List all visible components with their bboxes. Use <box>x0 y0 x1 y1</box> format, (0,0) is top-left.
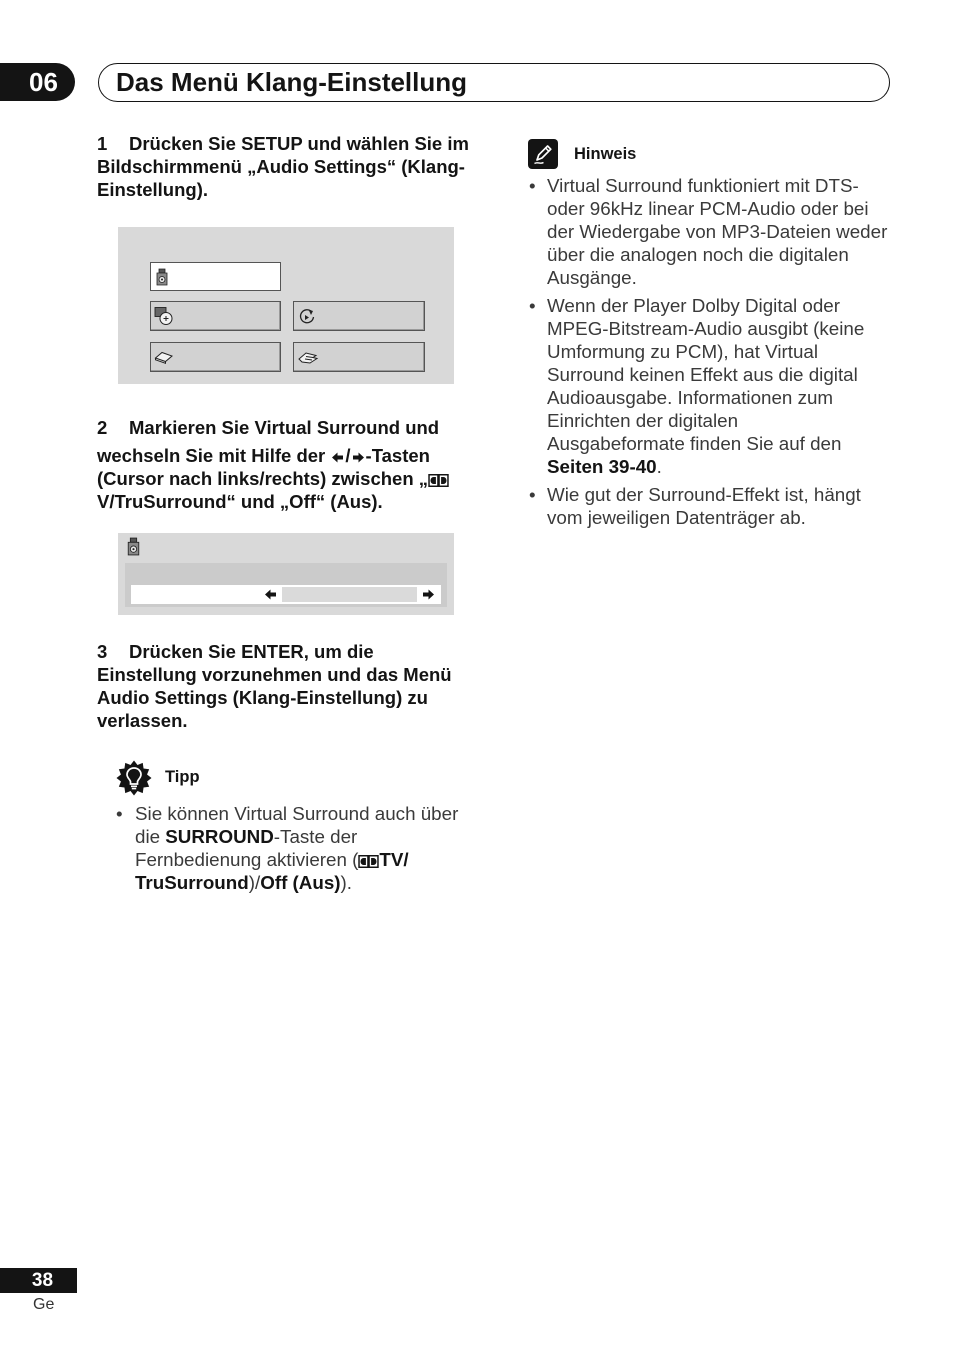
menu-item-audio-settings <box>150 262 281 291</box>
chapter-title-frame <box>98 63 890 102</box>
menu-item-initial-settings <box>293 342 425 372</box>
key-separator: / <box>345 445 351 466</box>
step-text: Einstellung). <box>97 179 208 200</box>
step-number: 1 <box>97 133 108 154</box>
disc-navigator-icon <box>154 347 174 367</box>
step-text: Bildschirmmenü „Audio Settings“ (Klang- <box>97 156 465 177</box>
note-line: MPEG-Bitstream-Audio ausgibt (keine <box>547 318 865 339</box>
note-line: Wie gut der Surround-Effekt ist, hängt <box>547 484 861 505</box>
page-title: Das Menü Klang-Einstellung <box>116 67 468 97</box>
tip-text-run: die <box>135 826 166 847</box>
step-2-line-2 <box>97 444 449 467</box>
step-1 <box>97 132 469 201</box>
bullet-symbol: • <box>116 803 123 824</box>
tip-bold-run: Off (Aus) <box>260 872 341 893</box>
bullet-symbol: • <box>529 484 536 505</box>
note-line: über die analogen noch die digitalen <box>547 244 849 265</box>
note-line: Ausgänge. <box>547 267 637 288</box>
note-text <box>547 483 861 529</box>
note-line: oder 96kHz linear PCM-Audio oder bei <box>547 198 869 219</box>
note-text-run: . <box>656 456 662 477</box>
note-list-item <box>529 174 887 289</box>
tip-line <box>135 848 458 871</box>
setting-value-box <box>282 587 417 602</box>
note-line: Wenn der Player Dolby Digital oder <box>547 295 840 316</box>
note-line: Audioausgabe. Informationen zum <box>547 387 834 408</box>
note-heading: Hinweis <box>574 145 637 163</box>
language-code: Ge <box>33 1296 55 1313</box>
tip-line <box>135 825 458 848</box>
step-number: 2 <box>97 417 108 438</box>
settings-panel <box>125 563 447 607</box>
play-mode-icon <box>297 306 317 326</box>
step-text: verlassen. <box>97 710 188 731</box>
right-arrow-icon <box>353 452 364 463</box>
step-2 <box>97 416 449 513</box>
tip-text-run: -Taste der <box>273 826 358 847</box>
menu-item-disc-navigator <box>150 342 281 372</box>
dolby-double-d-icon <box>428 474 449 487</box>
step-text: Markieren Sie Virtual Surround und <box>129 417 440 438</box>
tip-text-run: ). <box>340 872 353 893</box>
menu-item-play-mode <box>293 301 425 331</box>
tip-text <box>135 802 458 894</box>
audio-settings-icon <box>125 537 142 556</box>
chapter-number-badge: 06 <box>0 63 75 101</box>
virtual-surround-setting-row <box>131 585 441 604</box>
step-text: (Cursor nach links/rechts) zwischen „ <box>97 468 429 489</box>
tip-line: Sie können Virtual Surround auch über <box>135 803 459 824</box>
right-arrow-icon <box>423 589 434 600</box>
page-number: 38 <box>0 1268 77 1293</box>
bullet-symbol: • <box>529 175 536 196</box>
step-number: 3 <box>97 641 108 662</box>
note-line: Surround keinen Effekt aus die digital <box>547 364 858 385</box>
note-line: der Wiedergabe von MP3-Dateien weder <box>547 221 888 242</box>
bullet-symbol: • <box>529 295 536 316</box>
audio-settings-icon <box>154 268 170 286</box>
note-line: Virtual Surround funktioniert mit DTS- <box>547 175 859 196</box>
step-2-line-3 <box>97 467 449 490</box>
menu-item-video-adjust <box>150 301 281 331</box>
step-text: -Tasten <box>365 445 430 466</box>
note-list-item <box>529 294 864 478</box>
step-text: wechseln Sie mit Hilfe der <box>97 445 331 466</box>
left-arrow-icon <box>265 589 276 600</box>
note-line <box>547 455 864 478</box>
step-text: V/TruSurround“ und „Off“ (Aus). <box>97 491 383 512</box>
surround-key-name: SURROUND <box>165 826 274 847</box>
tip-text-run: Fernbedienung aktivieren ( <box>135 849 359 870</box>
left-arrow-icon <box>332 452 343 463</box>
note-line: Einrichten der digitalen <box>547 410 739 431</box>
tip-line <box>135 871 458 894</box>
audio-settings-screen <box>118 533 454 615</box>
step-text: Einstellung vorzunehmen und das Menü <box>97 664 452 685</box>
tip-bold-run: TruSurround <box>135 872 249 893</box>
tip-bold-run: TV/ <box>379 849 409 870</box>
step-3 <box>97 640 452 732</box>
lightbulb-icon <box>116 760 152 796</box>
initial-settings-icon <box>297 347 319 367</box>
tip-text-run: )/ <box>248 872 261 893</box>
note-line: Umformung zu PCM), hat Virtual <box>547 341 819 362</box>
step-1-line-1 <box>97 132 469 155</box>
note-line: Ausgabeformate finden Sie auf den <box>547 433 842 454</box>
video-adjust-icon <box>154 306 174 326</box>
page-reference: Seiten 39-40 <box>547 456 657 477</box>
tip-list-item <box>116 802 458 894</box>
step-text: Drücken Sie SETUP und wählen Sie im <box>129 133 469 154</box>
note-list-item <box>529 483 861 529</box>
step-text: Drücken Sie ENTER, um die <box>129 641 374 662</box>
dolby-double-d-icon <box>358 855 379 868</box>
step-2-line-1 <box>97 416 449 439</box>
step-text: Audio Settings (Klang-Einstellung) zu <box>97 687 428 708</box>
note-line: vom jeweiligen Datenträger ab. <box>547 507 806 528</box>
setup-menu-screen <box>118 227 454 384</box>
note-text <box>547 294 864 478</box>
note-pencil-icon <box>528 139 558 169</box>
tip-heading: Tipp <box>165 768 200 786</box>
step-3-line-1 <box>97 640 452 663</box>
note-text <box>547 174 887 289</box>
